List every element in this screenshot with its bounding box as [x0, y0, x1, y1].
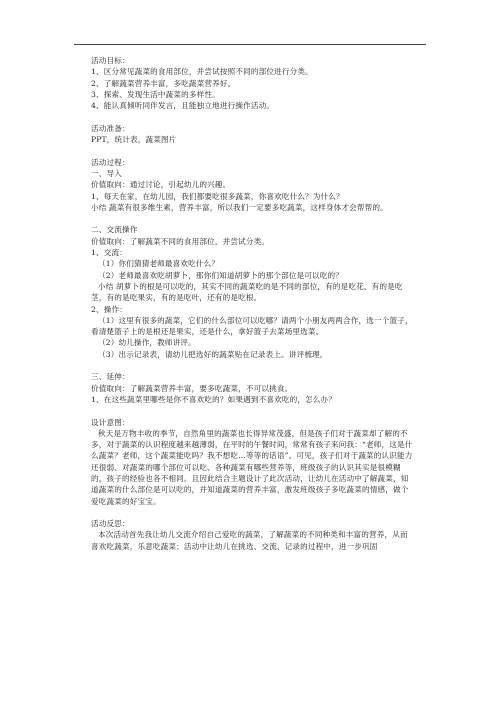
header-rule — [74, 44, 426, 45]
part1-heading: 一、导入 — [91, 168, 122, 178]
part2-summary: 小结 胡萝卜的根是可以吃的，其实不同的蔬菜吃的是不同的部位，有的是吃花，有的是吃茎，有的是吃果实，有的是吃叶，还有的是吃根。 — [91, 281, 403, 303]
part2-heading: 二、交流操作 — [91, 225, 138, 235]
design-text: 秋天是万物丰收的季节，自然角里的蔬菜也长得异常茂盛，但是孩子们对于蔬菜却了解的不多，对于蔬菜的认识程度越来越薄弱，在平时的午餐时间，常常有孩子来问我：“老师，这是什么蔬菜？老师，这个蔬菜能吃吗？我不想吃…等等的话语”。可见，孩子们对于蔬菜的认识能力还很弱、对蔬菜的哪个部位可以吃、各种蔬菜有哪些营养等，班级孩子的认识其实是很模糊的，孩子的经验也各不相同。且因此结合主题设计了此次活动，让幼儿在活动中了解蔬菜，知道蔬菜的什么部位是可以吃的，并知道蔬菜的营养丰富，激发班级孩子多吃蔬菜的情感，做个爱吃蔬菜的好宝宝。 — [91, 428, 413, 506]
part1-line: 价值取向：通过讨论，引起幼儿的兴趣。 — [91, 180, 231, 190]
part3-line: 1、在这些蔬菜里哪些是你不喜欢吃的？如果遇到不喜欢吃的，怎么办？ — [91, 394, 337, 404]
goals-title: 活动目标： — [91, 56, 130, 65]
reflection-title: 活动反思： — [91, 519, 130, 529]
reflection-text: 本次活动首先我让幼儿交流介绍自己爱吃的蔬菜，了解蔬菜的不同种类和丰富的营养，从而喜欢吃蔬菜，乐意吃蔬菜；活动中让幼儿在挑选、交流、记录的过程中，进一步巩固 — [91, 530, 408, 551]
part2-line: （2）老师最喜欢吃胡萝卜，那你们知道胡萝卜的那个部位是可以吃的？ — [98, 270, 344, 280]
part2-line: 价值取向：了解蔬菜不同的食用部位，并尝试分类。 — [91, 236, 270, 246]
prep-title: 活动准备： — [91, 123, 130, 133]
part1-summary: 小结 蔬菜有很多维生素，营养丰富，所以我们一定要多吃蔬菜，这样身体才会帮帮的。 — [91, 202, 388, 212]
goal-item: 1、区分常见蔬菜的食用部位，并尝试按照不同的部位进行分类。 — [91, 67, 313, 77]
part3-line: 价值取向：了解蔬菜营养丰富，要多吃蔬菜，不可以挑食。 — [91, 383, 293, 393]
part2-line: （2）幼儿操作，教师讲评。 — [98, 338, 196, 348]
part2-line: （1）你们猜猜老师最喜欢吃什么？ — [98, 259, 220, 269]
part2-line: （1）这里有很多的蔬菜，它们的什么部位可以吃哪？请两个小朋友两两合作，选一个篮子，看清楚篮子上的是根还是果实，还是什么，拿好篮子去菜场里选菜。 — [91, 315, 413, 337]
document-body — [91, 55, 413, 552]
goal-item: 3、探索、发现生活中蔬菜的多样性。 — [91, 89, 220, 99]
part2-line: 2、操作： — [91, 304, 127, 314]
part1-line: 1、每天在家，在幼儿园，我们都要吃很多蔬菜，你喜欢吃什么？为什么？ — [91, 191, 344, 201]
goal-item: 2、了解蔬菜营养丰富，多吃蔬菜营养好。 — [91, 78, 236, 88]
design-title: 设计意图： — [91, 417, 130, 427]
part2-line: 1、交流： — [91, 248, 127, 258]
part2-line: （3）出示记录表，请幼儿把选好的蔬菜贴在记录表上。讲评梳理。 — [98, 349, 328, 359]
part3-heading: 三、延伸： — [91, 372, 130, 382]
prep-text: PPT，统计表，蔬菜图片 — [91, 135, 177, 145]
goal-item: 4、能认真倾听同伴发言，且能独立地进行操作活动。 — [91, 101, 275, 111]
process-title: 活动过程： — [91, 157, 130, 167]
